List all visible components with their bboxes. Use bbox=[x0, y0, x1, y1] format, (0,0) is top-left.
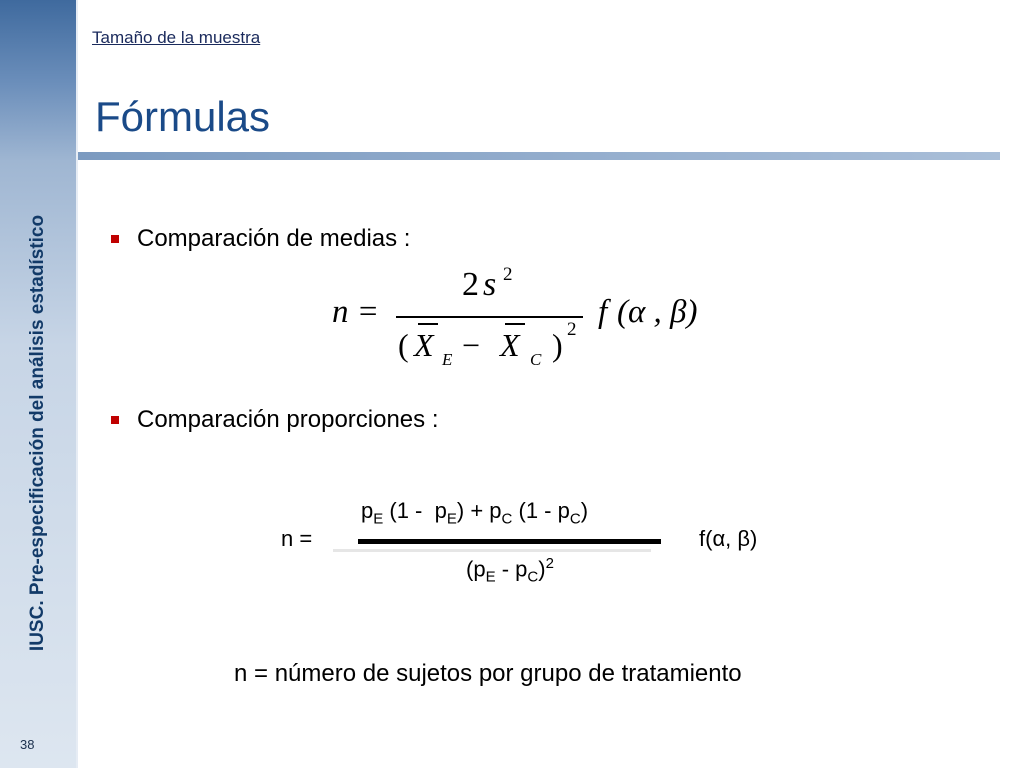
numerator-text: (1 - bbox=[383, 498, 435, 523]
numerator-text: (1 - bbox=[512, 498, 558, 523]
minus-sign: − bbox=[462, 327, 481, 363]
denominator-open-paren: ( bbox=[398, 327, 409, 363]
subscript-c: C bbox=[501, 510, 513, 528]
numerator-coefficient: 2 bbox=[462, 266, 479, 303]
formula-lhs: n = bbox=[281, 526, 313, 551]
numerator-variable: s bbox=[483, 266, 497, 303]
fraction-bar-shadow bbox=[333, 549, 651, 552]
bullet-text: Comparación proporciones : bbox=[137, 406, 439, 433]
numerator-text: ) + bbox=[456, 498, 490, 523]
p-symbol: p bbox=[515, 556, 528, 582]
subscript-e: E bbox=[485, 568, 496, 586]
bullet-text: Comparación de medias : bbox=[137, 225, 411, 252]
bullet-item-means bbox=[111, 225, 410, 253]
minus-sign: - bbox=[495, 556, 516, 582]
p-symbol: p bbox=[434, 498, 447, 523]
numerator-exponent: 2 bbox=[503, 264, 513, 285]
bullet-marker-icon bbox=[111, 235, 119, 243]
fraction-bar bbox=[396, 316, 583, 318]
function-args: (α , β) bbox=[617, 294, 698, 330]
formula-lhs: n = bbox=[332, 294, 380, 330]
function-f-alpha-beta: f(α, β) bbox=[699, 526, 758, 551]
denominator-open-paren: ( bbox=[466, 556, 474, 582]
denominator-close-paren: ) bbox=[552, 327, 563, 363]
denominator-exponent: 2 bbox=[545, 555, 554, 572]
fraction-bar bbox=[358, 539, 661, 544]
page-number: 38 bbox=[20, 737, 35, 752]
title-divider bbox=[78, 152, 1000, 160]
sidebar-title: IUSC. Pre-especificación del análisis estadístico bbox=[27, 214, 48, 652]
proportions-denominator bbox=[466, 555, 554, 586]
mean-x-e: X bbox=[414, 327, 434, 363]
mean-bar-e bbox=[418, 323, 438, 325]
mean-bar-c bbox=[505, 323, 525, 325]
subscript-c: C bbox=[527, 568, 539, 586]
section-label: Tamaño de la muestra bbox=[92, 28, 261, 47]
subscript-c: C bbox=[569, 510, 581, 528]
mean-x-c: X bbox=[500, 327, 520, 363]
numerator-text: ) bbox=[580, 498, 589, 523]
subscript-c: C bbox=[530, 350, 542, 369]
sidebar-divider bbox=[76, 0, 78, 768]
p-symbol: p bbox=[557, 498, 570, 523]
page-title: Fórmulas bbox=[95, 93, 271, 140]
p-symbol: p bbox=[473, 556, 486, 582]
denominator-exponent: 2 bbox=[567, 319, 577, 340]
subscript-e: E bbox=[446, 510, 457, 528]
bullet-marker-icon bbox=[111, 416, 119, 424]
proportions-numerator bbox=[361, 498, 588, 527]
p-symbol: p bbox=[489, 498, 502, 523]
subscript-e: E bbox=[373, 510, 384, 528]
p-symbol: p bbox=[361, 498, 374, 523]
definition-text: n = número de sujetos por grupo de tratamiento bbox=[234, 660, 742, 687]
bullet-item-proportions bbox=[111, 406, 439, 434]
denominator-close-paren: ) bbox=[538, 556, 546, 582]
subscript-e: E bbox=[442, 350, 453, 369]
function-f: f bbox=[598, 294, 608, 330]
